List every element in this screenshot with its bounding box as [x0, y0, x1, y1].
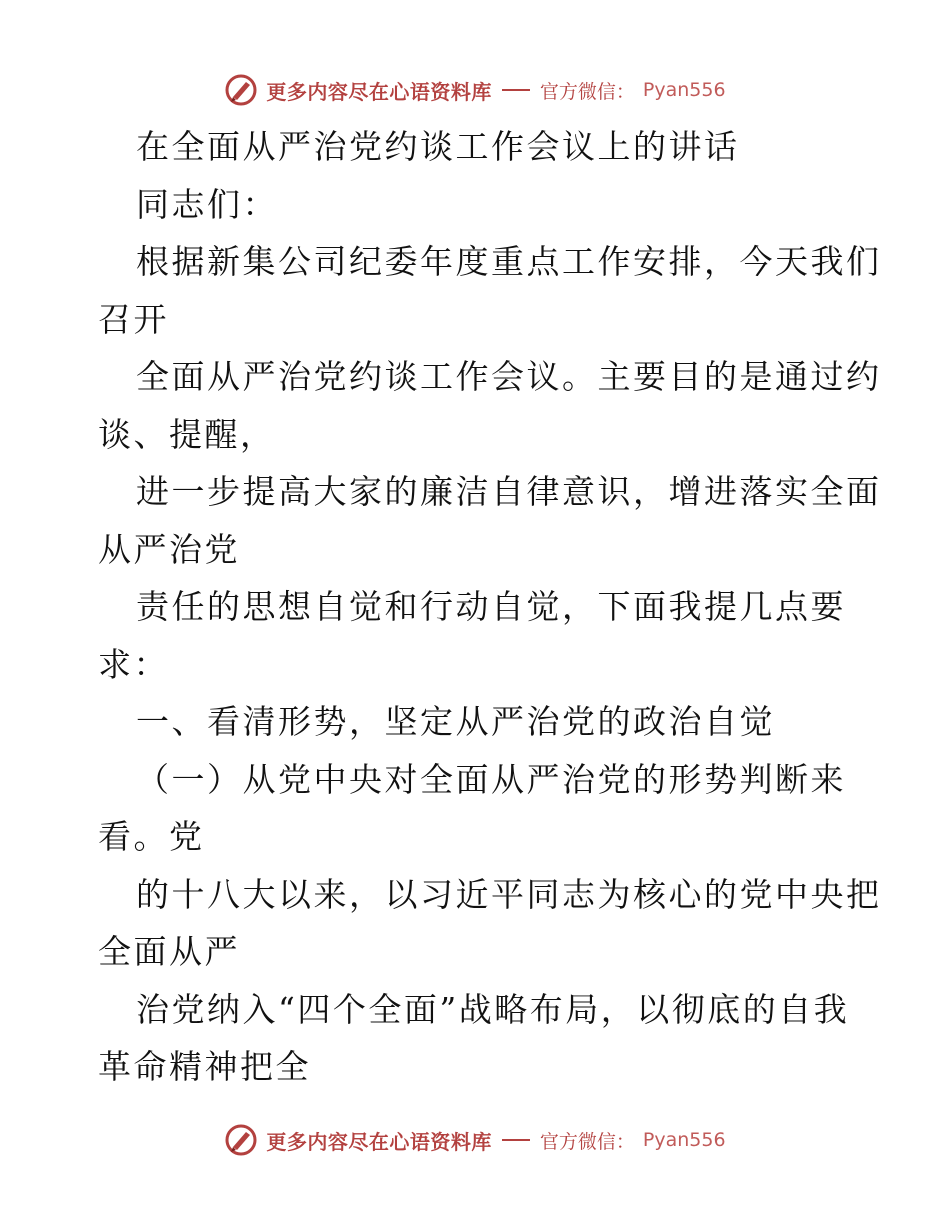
header-watermark — [0, 70, 950, 110]
banner-dash — [502, 89, 530, 91]
text-line: 进一步提高大家的廉洁自律意识，增进落实全面 — [136, 472, 882, 511]
banner-wechat-label: 官方微信： — [539, 1130, 635, 1153]
text-line: 责任的思想自觉和行动自觉，下面我提几点要 — [136, 587, 846, 626]
text-line: 从严治党 — [98, 529, 240, 569]
text-line: 革命精神把全 — [98, 1047, 311, 1086]
text-line: 召开 — [98, 299, 169, 339]
pen-logo-icon — [224, 1123, 258, 1157]
text-line: 治党纳入“四个全面”战略布局，以彻底的自我 — [136, 989, 850, 1029]
text-line: 求： — [98, 644, 169, 684]
banner-wechat-id: Pyan556 — [642, 79, 726, 101]
text-line: 在全面从严治党约谈工作会议上的讲话 — [136, 127, 740, 166]
text-line: 的十八大以来，以习近平同志为核心的党中央把 — [136, 874, 882, 914]
footer-watermark — [0, 1120, 950, 1160]
text-line: 谈、提醒， — [98, 414, 276, 454]
text-line: 一、看清形势，坚定从严治党的政治自觉 — [136, 702, 775, 741]
text-line: 全面从严 — [98, 932, 240, 971]
text-line: 看。党 — [98, 817, 205, 856]
text-line: 根据新集公司纪委年度重点工作安排，今天我们 — [136, 242, 882, 281]
banner-wechat-id: Pyan556 — [642, 1129, 726, 1151]
banner-text: 更多内容尽在心语资料库 — [266, 79, 492, 104]
document-body — [98, 118, 882, 1096]
text-line: （一）从党中央对全面从严治党的形势判断来 — [136, 759, 846, 799]
text-line: 同志们： — [136, 184, 278, 224]
banner-text: 更多内容尽在心语资料库 — [266, 1129, 492, 1154]
banner-dash — [502, 1139, 530, 1141]
text-line: 全面从严治党约谈工作会议。主要目的是通过约 — [136, 357, 882, 396]
pen-logo-icon — [224, 73, 258, 107]
banner-wechat-label: 官方微信： — [539, 80, 635, 103]
